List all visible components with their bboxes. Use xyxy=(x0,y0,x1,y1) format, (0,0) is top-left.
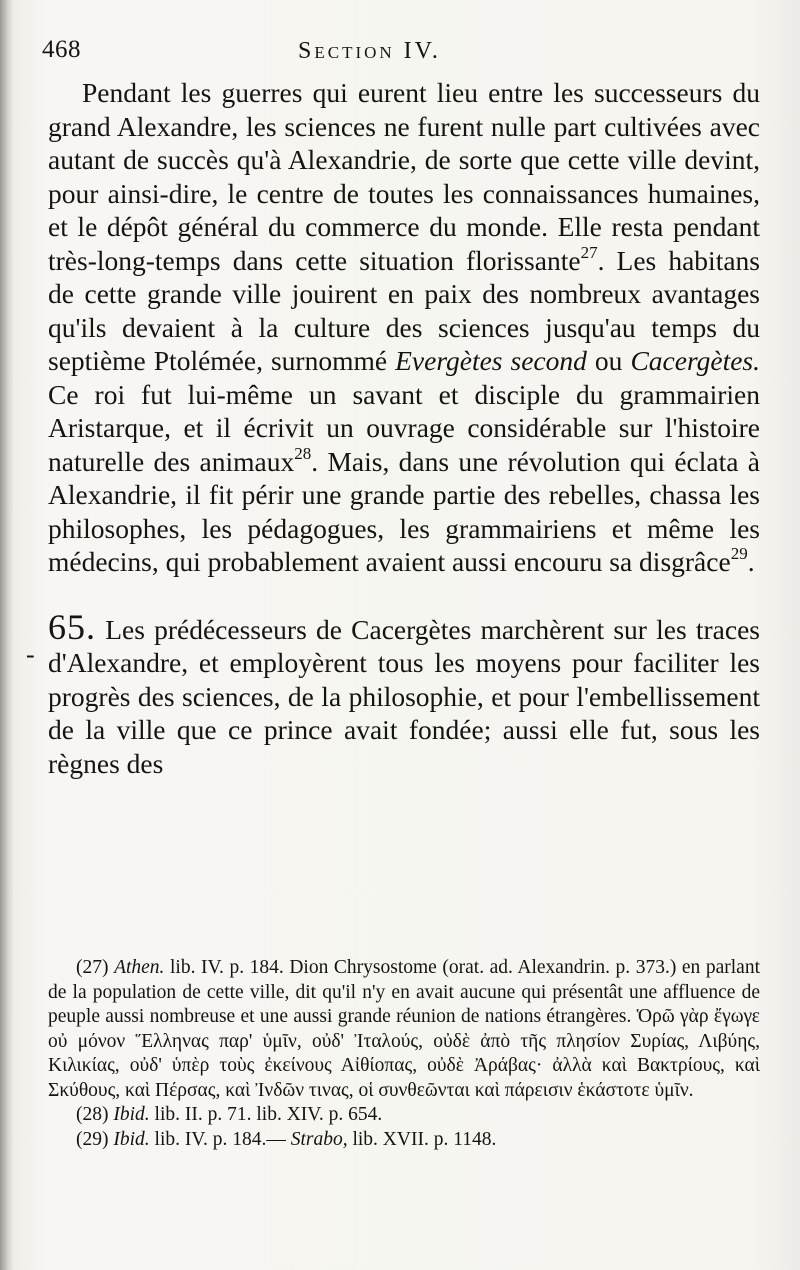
p1-text-a: Pendant les guerres qui eurent lieu entre les successeurs du grand Alexandre, les sciences ne furent nulle part cultivées avec autant de succès qu'à Alexandrie, de sorte que cette ville devint, pour ainsi-dire, le centre de toutes les connaissances humaines, et le dépôt général du commerce du monde. Elle resta pendant très-long-temps dans cette situation florissante xyxy=(48,77,760,276)
footnote-27-source: Athen. xyxy=(114,957,165,978)
footnote-27-ref: (27) xyxy=(76,957,109,978)
p1-italic-evergetes: Evergètes second xyxy=(395,345,587,376)
footnote-28-ref: (28) xyxy=(76,1104,109,1125)
p1-italic-cacergetes: Cacergètes. xyxy=(630,345,761,376)
binding-shadow xyxy=(0,0,14,1270)
p1-text-e: . Mais, dans une révolution qui éclata à Alexandrie, il fit périr une grande partie des rebelles, chassa les philosophes, les pédagogues, les grammairiens et même les médecins, qui probablement avaient aussi encouru sa disgrâce xyxy=(48,445,760,577)
footnote-29-text-2: lib. XVII. p. 1148. xyxy=(347,1128,497,1150)
paragraph-64 xyxy=(48,76,760,579)
p1-text-d: Ce roi fut lui-même un savant et disciple du grammairien Aristarque, et il écrivit un ouvrage considérable sur l'histoire naturelle des animaux xyxy=(48,378,760,477)
page-number: 468 xyxy=(42,36,81,63)
note-ref-29: 29 xyxy=(730,544,748,563)
footnote-29-text: lib. IV. p. 184.— xyxy=(149,1128,291,1150)
margin-mark: - xyxy=(26,640,35,669)
paragraph-65 xyxy=(48,606,760,781)
paragraph-number: 65. xyxy=(48,606,96,647)
footnote-27 xyxy=(48,956,760,1103)
page-header xyxy=(42,36,762,76)
footnote-28-text: lib. II. p. 71. lib. XIV. p. 654. xyxy=(149,1104,383,1125)
footnote-28 xyxy=(48,1103,760,1128)
footnote-29-source-strabo: Strabo, xyxy=(290,1128,348,1150)
footnotes xyxy=(48,956,760,1152)
p1-text-b: . Les habitans de cette grande ville jouirent en paix des nombreux avantages qu'ils devaient à la culture des sciences jusqu'au temps du septième Ptolémée, surnommé xyxy=(48,244,760,376)
main-text xyxy=(48,76,760,780)
footnote-28-source: Ibid. xyxy=(113,1104,150,1125)
footnote-29-ref: (29) xyxy=(76,1128,109,1150)
footnote-29 xyxy=(48,1128,760,1153)
footnote-29-source: Ibid. xyxy=(113,1128,150,1150)
p1-text-f: . xyxy=(747,546,755,577)
note-ref-27: 27 xyxy=(580,242,598,262)
section-title: Section IV. xyxy=(298,38,441,64)
footnote-27-text: lib. IV. p. 184. Dion Chrysostome (orat. ad. Alexandrin. p. 373.) en parlant de la population de cette ville, dit qu'il n'y en avait aucune qui présentât une affluence de peuple aussi nombreuse et une aussi grande réunion de nations étrangères. Ὁρῶ γὰρ ἔγωγε οὐ μόνον Ἕλληνας παρ' ὑμῖν, οὐδ' Ἰταλούς, οὐδὲ ἀπὸ τῆς πλησίον Συρίας, Λιβύης, Κιλικίας, οὐδ' ὑπὲρ τοὺς ἐκείνους Αἰθίοπας, οὐδὲ Ἀράβας· ἀλλὰ καὶ Βακτρίους, καὶ Σκύθους, καὶ Πέρσας, καὶ Ἰνδῶν τινας, οἱ συνθεῶνται καὶ πάρεισιν ἑκάστοτε ὑμῖν. xyxy=(48,957,761,1101)
p2-text: Les prédécesseurs de Cacergètes marchèrent sur les traces d'Alexandre, et employèrent tous les moyens pour faciliter les progrès des sciences, de la philosophie, et pour l'embellissement de la ville que ce prince avait fondée; aussi elle fut, sous les règnes des xyxy=(48,613,760,779)
p1-text-c: ou xyxy=(586,345,631,376)
note-ref-28: 28 xyxy=(294,443,312,463)
